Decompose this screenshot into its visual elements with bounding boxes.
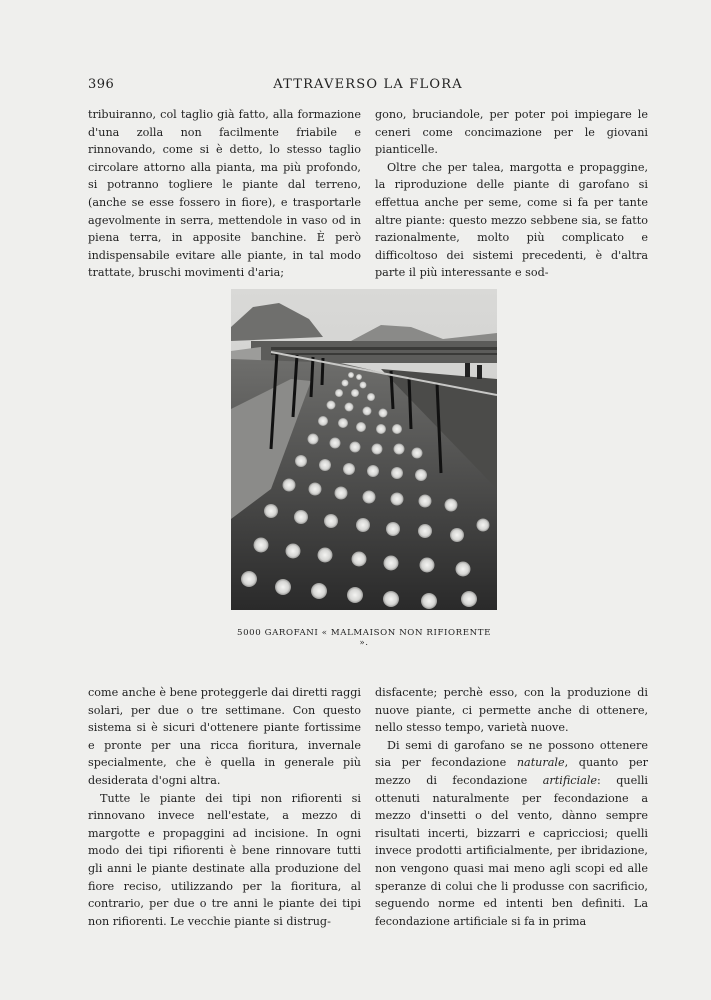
paragraph: gono, bruciandole, per poter poi impiegare le ceneri come concimazione per le giovani pianticelle. <box>375 108 648 157</box>
photo-illustration <box>231 289 497 610</box>
text-run: , quanto per mezzo di fecondazione <box>375 756 648 787</box>
photo-caption: 5000 GAROFANI « MALMAISON NON RIFIORENTE ». <box>237 628 491 648</box>
paragraph <box>375 737 648 931</box>
paragraph: Oltre che per talea, margotta e propaggine, la riproduzione delle piante di garofano si effettua anche per seme, come si fa per tante altre piante: questo mezzo sebbene sia, se fatto razionalmente, molto più complicato e difficoltoso dei sistemi precedenti, è d'altra parte il più interessante e sod- <box>375 160 648 280</box>
text-run: : quelli ottenuti naturalmente per fecondazione a mezzo d'insetti o del vento, dànno sempre risultati incerti, bizzarri e capricciosi; quelli invece prodotti artificialmente, per ibridazione, non vengono quasi mai meno agli scopi ed alle speranze di colui che li produsse con sacrificio, seguendo norme ed intenti ben definiti. La fecondazione artificiale si fa in prima <box>375 773 648 928</box>
page-number: 396 <box>88 77 115 92</box>
running-title: ATTRAVERSO LA FLORA <box>273 77 463 92</box>
column-bottom-right <box>375 684 648 930</box>
paragraph: tribuiranno, col taglio già fatto, alla formazione d'una zolla non facilmente friabile e rinnovando, come si è detto, lo stesso taglio circolare attorno alla pianta, ma più profondo, si potranno togliere le piante dal terreno, (anche se esse fossero in fiore), e trasportarle agevolmente in serra, mettendole in vaso od in piena terra, in apposite banchine. È però indispensabile evitare alle piante, in tal modo trattate, bruschi movimenti d'aria; <box>88 108 361 280</box>
column-bottom-left <box>88 684 361 930</box>
paragraph: come anche è bene proteggerle dai diretti raggi solari, per due o tre settimane. Con questo sistema si è sicuri d'ottenere piante fortissime e pronte per una ricca fioritura, invernale specialmente, che è quella in generale più desiderata d'ogni altra. <box>88 686 361 787</box>
emphasis-artificiale: artificiale <box>542 773 598 787</box>
column-top-right <box>375 106 648 282</box>
paragraph: disfacente; perchè esso, con la produzione di nuove piante, ci permette anche di ottenere, nello stesso tempo, varietà nuove. <box>375 686 648 735</box>
paragraph: Tutte le piante dei tipi non rifiorenti si rinnovano invece nell'estate, a mezzo di margotte e propaggini ad incisione. In ogni modo dei tipi rifiorenti è bene rinnovare tutti gli anni le piante destinate alla produzione del fiore reciso, utilizzando per la fioritura, al contrario, per due o tre anni le piante dei tipi non rifiorenti. Le vecchie piante si distrug- <box>88 791 361 928</box>
column-top-left <box>88 106 361 282</box>
emphasis-naturale: naturale <box>516 756 565 770</box>
page-header <box>88 77 648 95</box>
text-run: Di semi di garofano se ne possono ottenere sia per fecondazione <box>375 738 648 770</box>
carnation-field-photo <box>231 289 497 610</box>
